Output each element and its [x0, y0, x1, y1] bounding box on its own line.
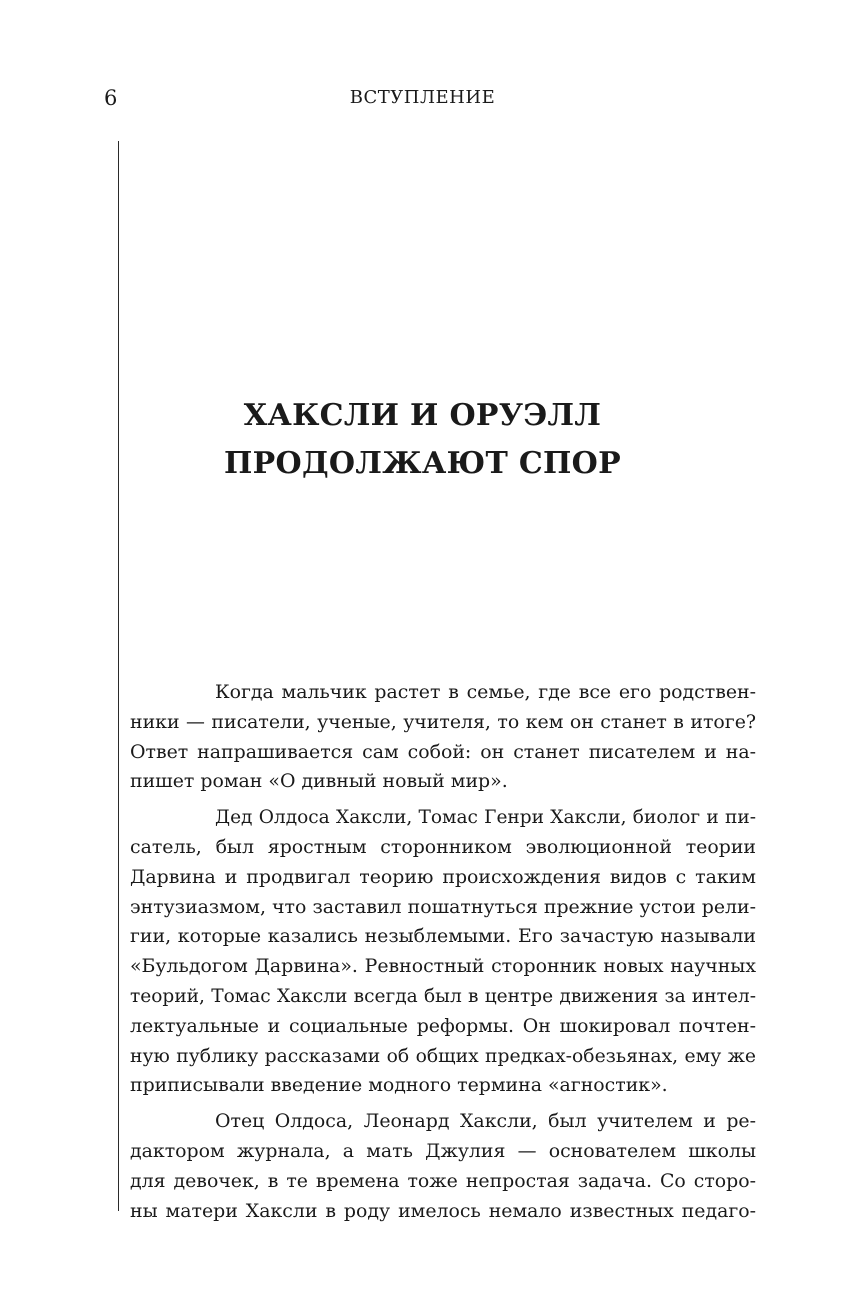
paragraph: [130, 1107, 756, 1226]
text-line: Дед Олдоса Хаксли, Томас Генри Хаксли, биолог и пи-: [215, 807, 756, 829]
text-line: ники — писатели, ученые, учителя, то кем он станет в итоге?: [130, 710, 756, 733]
text-line: сатель, был яростным сторонником эволюционной теории: [130, 835, 756, 858]
text-line: теорий, Томас Хаксли всегда был в центре движения за интел-: [130, 985, 756, 1007]
text-line: ную публику рассказами об общих предках-обезьянах, ему же: [130, 1045, 756, 1067]
text-line: гии, которые казались незыблемыми. Его зачастую называли: [130, 925, 756, 948]
body-text: [130, 678, 756, 1226]
chapter-title-line: ПРОДОЛЖАЮТ СПОР: [224, 446, 621, 481]
margin-rule: [118, 141, 119, 1211]
text-line: приписывали введение модного термина «агностик».: [130, 1074, 668, 1097]
chapter-title: [0, 392, 845, 488]
text-line: ны матери Хаксли в роду имелось немало известных педаго-: [130, 1199, 756, 1222]
text-line: пишет роман «О дивный новый мир».: [130, 770, 508, 793]
text-line: лектуальные и социальные реформы. Он шокировал почтен-: [130, 1014, 756, 1037]
text-line: Отец Олдоса, Леонард Хаксли, был учителем и ре-: [215, 1110, 756, 1133]
paragraph: [130, 678, 756, 797]
text-line: Дарвина и продвигал теорию происхождения видов с таким: [130, 865, 756, 888]
running-head: ВСТУПЛЕНИЕ: [349, 87, 496, 108]
chapter-title-line: ХАКСЛИ И ОРУЭЛЛ: [243, 398, 602, 433]
text-line: «Бульдогом Дарвина». Ревностный сторонник новых научных: [130, 955, 756, 978]
paragraph: [130, 803, 756, 1101]
text-line: энтузиазмом, что заставил пошатнуться прежние устои рели-: [130, 895, 756, 918]
page-number: 6: [104, 86, 118, 110]
text-line: Когда мальчик растет в семье, где все его родствен-: [215, 681, 756, 703]
text-line: дактором журнала, а мать Джулия — основателем школы: [130, 1139, 756, 1162]
text-line: Ответ напрашивается сам собой: он станет писателем и на-: [130, 740, 756, 763]
text-line: для девочек, в те времена тоже непростая задача. Со сторо-: [130, 1169, 756, 1192]
